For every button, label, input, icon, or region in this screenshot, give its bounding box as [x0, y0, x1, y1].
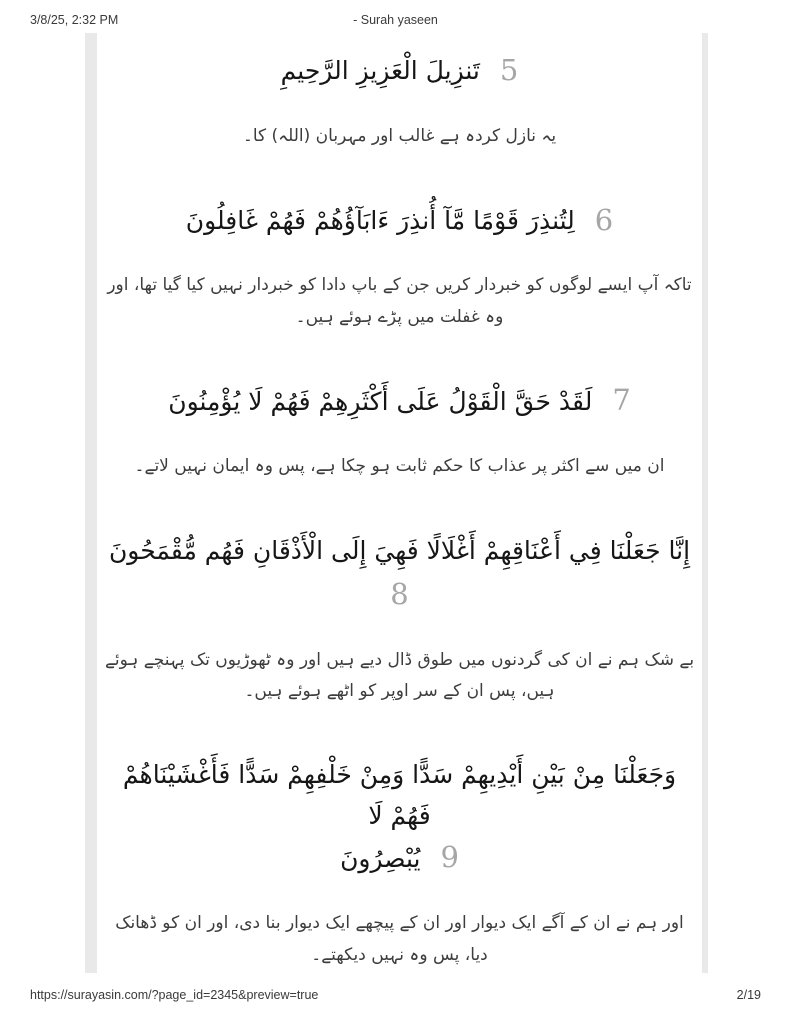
- verse-8: [97, 529, 702, 708]
- ayah-line: [105, 836, 694, 880]
- ayah-line: [105, 573, 694, 617]
- ayah-arabic: [105, 49, 694, 93]
- ayah-line: [105, 198, 694, 242]
- ayah-line: [105, 379, 694, 423]
- page-indicator: 2/19: [736, 988, 761, 1002]
- footer-url: https://surayasin.com/?page_id=2345&preview=true: [30, 988, 319, 1002]
- print-footer: [30, 988, 761, 1004]
- ayah-text: إِنَّا جَعَلْنَا فِي أَعْنَاقِهِمْ أَغْلَالًا فَهِيَ إِلَى الْأَذْقَانِ فَهُم مُّقْمَحُونَ: [108, 536, 691, 566]
- page-edge-right: [702, 33, 708, 973]
- verse-7: [97, 379, 702, 482]
- ayah-number: 6: [594, 202, 614, 237]
- verse-9: [97, 754, 702, 971]
- ayah-arabic: [105, 198, 694, 242]
- ayah-number: 8: [390, 576, 409, 611]
- urdu-translation: یہ نازل کردہ ہے غالب اور مہربان (اللہ) کا۔: [242, 126, 557, 146]
- ayah-text: لِتُنذِرَ قَوْمًا مَّآ أُنذِرَ ءَابَآؤُهُمْ فَهُمْ غَافِلُونَ: [185, 205, 575, 235]
- urdu-translation: بے شک ہم نے ان کی گردنوں میں طوق ڈال دیے ہیں اور وہ ٹھوڑیوں تک پہنچے ہوئے ہیں، پس ان کے سر اوپر کو اٹھے ہوئے ہیں۔: [104, 649, 695, 702]
- ayah-number: 9: [440, 840, 459, 875]
- urdu-translation: اور ہم نے ان کے آگے ایک دیوار اور ان کے پیچھے ایک دیوار بنا دی، اور ان کو ڈھانک دیا، پس وہ نہیں دیکھتے۔: [115, 913, 684, 965]
- page-edge-left: [85, 33, 97, 973]
- ayah-text: يُبْصِرُونَ: [340, 843, 421, 873]
- ayah-line: [105, 49, 694, 93]
- print-title: - Surah yaseen: [353, 13, 438, 27]
- ayah-text: تَنزِيلَ الْعَزِيزِ الرَّحِيمِ: [280, 56, 480, 86]
- ayah-line: [105, 754, 694, 837]
- urdu-translation: ان میں سے اکثر پر عذاب کا حکم ثابت ہو چکا ہے، پس وہ ایمان نہیں لاتے۔: [134, 456, 665, 477]
- print-datetime: 3/8/25, 2:32 PM: [30, 13, 119, 27]
- ayah-line: [105, 529, 694, 573]
- ayah-arabic: [105, 754, 694, 881]
- ayah-number: 5: [499, 53, 519, 88]
- ayah-text: وَجَعَلْنَا مِنْ بَيْنِ أَيْدِيهِمْ سَدًّا وَمِنْ خَلْفِهِمْ سَدًّا فَأَغْشَيْنَاهُمْ فَهُمْ لَا: [122, 759, 677, 830]
- content-card: [97, 33, 702, 973]
- verse-5: [97, 49, 702, 152]
- ayah-text: لَقَدْ حَقَّ الْقَوْلُ عَلَى أَكْثَرِهِمْ فَهُمْ لَا يُؤْمِنُونَ: [168, 386, 593, 416]
- verse-6: [97, 198, 702, 333]
- ayah-arabic: [105, 379, 694, 423]
- urdu-translation: تاکہ آپ ایسے لوگوں کو خبردار کریں جن کے باپ دادا کو خبردار نہیں کیا گیا تھا، اور وہ غفلت میں پڑے ہوئے ہیں۔: [107, 275, 692, 327]
- print-header: [30, 13, 761, 29]
- ayah-arabic: [105, 529, 694, 617]
- ayah-number: 7: [612, 383, 631, 418]
